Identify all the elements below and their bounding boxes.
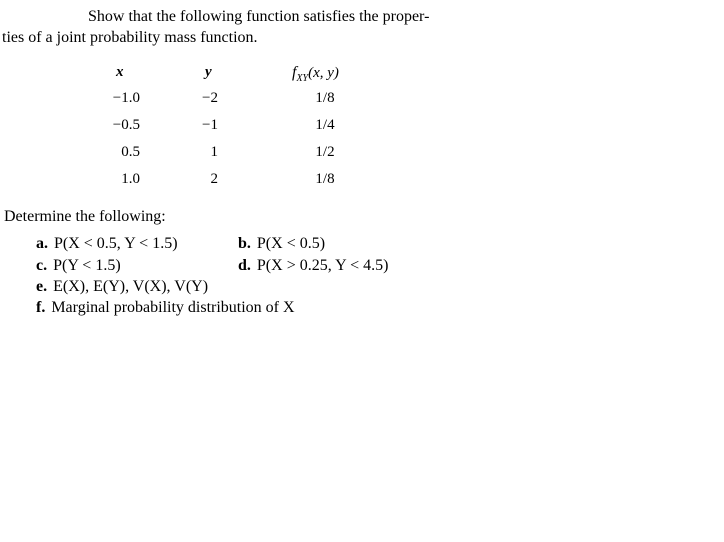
part-d (238, 257, 388, 275)
part-text: E(X), E(Y), V(X), V(Y) (53, 278, 209, 295)
part-label: f. (36, 299, 46, 316)
part-text: P(X > 0.25, Y < 4.5) (256, 257, 389, 274)
part-text: P(Y < 1.5) (53, 257, 121, 274)
problem-statement (0, 6, 440, 48)
table-cell-x: −0.5 (112, 117, 140, 133)
header-f-main: f (292, 64, 297, 81)
table-cell-x: 1.0 (121, 171, 140, 187)
header-f-sub: XY (296, 73, 309, 84)
table-cell-f: 1/8 (315, 90, 335, 106)
part-label: e. (36, 278, 48, 295)
determine-heading: Determine the following: (4, 208, 166, 225)
part-label: b. (238, 235, 251, 252)
part-text: Marginal probability distribution of X (51, 299, 295, 316)
part-e (36, 278, 208, 296)
part-label: c. (36, 257, 48, 274)
part-a (36, 235, 178, 253)
part-text: P(X < 0.5, Y < 1.5) (54, 235, 178, 252)
header-f-args: (x, y) (308, 65, 339, 81)
table-cell-y: 2 (210, 171, 218, 187)
table-cell-y: −1 (202, 117, 218, 133)
header-fxy (292, 64, 339, 84)
table-cell-y: 1 (210, 144, 218, 160)
table-cell-x: −1.0 (112, 90, 140, 106)
problem-statement-line-2: ties of a joint probability mass function. (2, 29, 258, 46)
part-c (36, 257, 121, 275)
table-cell-f: 1/2 (315, 144, 335, 160)
part-label: d. (238, 257, 251, 274)
table-cell-f: 1/8 (315, 171, 335, 187)
part-text: P(X < 0.5) (256, 235, 326, 252)
table-cell-y: −2 (202, 90, 218, 106)
part-b (238, 235, 325, 253)
part-f (36, 299, 295, 317)
table-cell-x: 0.5 (121, 144, 140, 160)
header-y: y (205, 64, 212, 80)
table-cell-f: 1/4 (315, 117, 335, 133)
problem-statement-line-1: Show that the following function satisfies the proper- (88, 8, 430, 25)
part-label: a. (36, 235, 48, 252)
header-x: x (116, 64, 124, 80)
